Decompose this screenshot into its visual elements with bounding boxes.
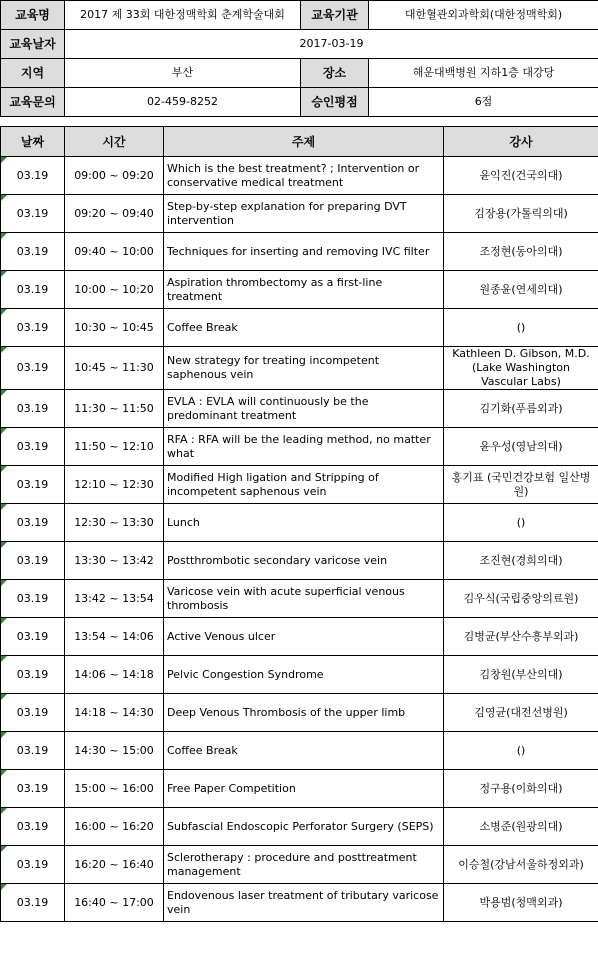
row-date: 03.19 (16, 244, 49, 258)
comment-marker-icon (1, 770, 7, 776)
row-time: 13:54 ~ 14:06 (65, 618, 164, 656)
row-date: 03.19 (16, 553, 49, 567)
comment-marker-icon (1, 347, 7, 353)
table-row (1, 732, 598, 770)
date-cell (1, 808, 65, 846)
date-cell (1, 428, 65, 466)
place-value: 해운대백병원 지하1층 대강당 (369, 59, 598, 88)
comment-marker-icon (1, 157, 7, 163)
row-date: 03.19 (16, 667, 49, 681)
header-topic: 주제 (164, 127, 444, 157)
row-date: 03.19 (16, 857, 49, 871)
row-speaker: 김영균(대전선병원) (444, 694, 598, 732)
comment-marker-icon (1, 428, 7, 434)
row-topic: Endovenous laser treatment of tributary varicose vein (164, 884, 444, 922)
table-row (1, 580, 598, 618)
row-speaker: 원종윤(연세의대) (444, 271, 598, 309)
region-label: 지역 (1, 59, 65, 88)
row-topic: Pelvic Congestion Syndrome (164, 656, 444, 694)
table-row (1, 233, 598, 271)
row-speaker: 홍기표 (국민건강보험 일산병원) (444, 466, 598, 504)
row-topic: Free Paper Competition (164, 770, 444, 808)
row-speaker: 김우식(국립중앙의료원) (444, 580, 598, 618)
date-cell (1, 390, 65, 428)
row-topic: Step-by-step explanation for preparing DVT intervention (164, 195, 444, 233)
date-label: 교육날자 (1, 30, 65, 59)
row-time: 11:50 ~ 12:10 (65, 428, 164, 466)
row-speaker: 김창원(부산의대) (444, 656, 598, 694)
date-cell (1, 347, 65, 390)
date-cell (1, 618, 65, 656)
row-speaker: 소병준(원광의대) (444, 808, 598, 846)
comment-marker-icon (1, 542, 7, 548)
header-date: 날짜 (1, 127, 65, 157)
course-info-table (0, 0, 598, 117)
header-speaker: 강사 (444, 127, 598, 157)
row-time: 16:40 ~ 17:00 (65, 884, 164, 922)
row-date: 03.19 (16, 781, 49, 795)
comment-marker-icon (1, 884, 7, 890)
row-time: 16:20 ~ 16:40 (65, 846, 164, 884)
row-time: 15:00 ~ 16:00 (65, 770, 164, 808)
row-topic: Coffee Break (164, 732, 444, 770)
row-speaker: 조진현(경희의대) (444, 542, 598, 580)
row-time: 09:20 ~ 09:40 (65, 195, 164, 233)
table-row (1, 656, 598, 694)
row-time: 13:42 ~ 13:54 (65, 580, 164, 618)
row-time: 14:30 ~ 15:00 (65, 732, 164, 770)
row-topic: Coffee Break (164, 309, 444, 347)
table-row (1, 542, 598, 580)
credit-value: 6점 (369, 88, 598, 117)
info-row-region (1, 59, 598, 88)
contact-value: 02-459-8252 (65, 88, 301, 117)
table-row (1, 428, 598, 466)
row-speaker: 김병균(부산수흥부외과) (444, 618, 598, 656)
table-row (1, 390, 598, 428)
row-date: 03.19 (16, 705, 49, 719)
schedule-table (0, 126, 598, 922)
row-date: 03.19 (16, 743, 49, 757)
credit-label: 승인평점 (301, 88, 369, 117)
org-value: 대한혈관외과학회(대한정맥학회) (369, 1, 598, 30)
table-row (1, 195, 598, 233)
table-row (1, 271, 598, 309)
row-topic: Subfascial Endoscopic Perforator Surgery (SEPS) (164, 808, 444, 846)
row-date: 03.19 (16, 895, 49, 909)
row-time: 16:00 ~ 16:20 (65, 808, 164, 846)
date-cell (1, 732, 65, 770)
row-time: 13:30 ~ 13:42 (65, 542, 164, 580)
region-value: 부산 (65, 59, 301, 88)
comment-marker-icon (1, 580, 7, 586)
info-row-date (1, 30, 598, 59)
comment-marker-icon (1, 618, 7, 624)
comment-marker-icon (1, 694, 7, 700)
place-label: 장소 (301, 59, 369, 88)
date-cell (1, 466, 65, 504)
row-time: 11:30 ~ 11:50 (65, 390, 164, 428)
row-speaker: () (444, 732, 598, 770)
schedule-body (1, 157, 598, 922)
date-cell (1, 580, 65, 618)
row-date: 03.19 (16, 819, 49, 833)
row-speaker: 윤익진(건국의대) (444, 157, 598, 195)
date-cell (1, 846, 65, 884)
row-date: 03.19 (16, 591, 49, 605)
row-date: 03.19 (16, 401, 49, 415)
date-cell (1, 309, 65, 347)
contact-label: 교육문의 (1, 88, 65, 117)
table-row (1, 846, 598, 884)
date-cell (1, 195, 65, 233)
table-row (1, 309, 598, 347)
row-speaker: 박용범(청맥외과) (444, 884, 598, 922)
row-time: 14:06 ~ 14:18 (65, 656, 164, 694)
table-row (1, 466, 598, 504)
comment-marker-icon (1, 504, 7, 510)
org-label: 교육기관 (301, 1, 369, 30)
date-cell (1, 542, 65, 580)
table-row (1, 808, 598, 846)
comment-marker-icon (1, 656, 7, 662)
row-speaker: 조정현(동아의대) (444, 233, 598, 271)
header-time: 시간 (65, 127, 164, 157)
comment-marker-icon (1, 195, 7, 201)
row-time: 10:00 ~ 10:20 (65, 271, 164, 309)
table-row (1, 770, 598, 808)
table-row (1, 884, 598, 922)
comment-marker-icon (1, 309, 7, 315)
row-topic: Aspiration thrombectomy as a first-line treatment (164, 271, 444, 309)
course-label: 교육명 (1, 1, 65, 30)
row-topic: RFA : RFA will be the leading method, no matter what (164, 428, 444, 466)
row-speaker: () (444, 309, 598, 347)
date-cell (1, 233, 65, 271)
table-row (1, 618, 598, 656)
date-cell (1, 157, 65, 195)
row-speaker: 정구용(이화의대) (444, 770, 598, 808)
table-row (1, 347, 598, 390)
row-speaker: 이승철(강남서울하정외과) (444, 846, 598, 884)
date-cell (1, 504, 65, 542)
row-time: 09:40 ~ 10:00 (65, 233, 164, 271)
row-time: 09:00 ~ 09:20 (65, 157, 164, 195)
comment-marker-icon (1, 732, 7, 738)
date-cell (1, 694, 65, 732)
row-topic: Active Venous ulcer (164, 618, 444, 656)
row-speaker: 김기화(푸름외과) (444, 390, 598, 428)
row-date: 03.19 (16, 361, 49, 374)
row-date: 03.19 (16, 439, 49, 453)
row-date: 03.19 (16, 282, 49, 296)
row-time: 10:45 ~ 11:30 (65, 347, 164, 390)
row-speaker: () (444, 504, 598, 542)
comment-marker-icon (1, 846, 7, 852)
row-topic: Postthrombotic secondary varicose vein (164, 542, 444, 580)
row-time: 10:30 ~ 10:45 (65, 309, 164, 347)
info-row-course (1, 1, 598, 30)
course-value: 2017 제 33회 대한정맥학회 춘계학술대회 (65, 1, 301, 30)
row-date: 03.19 (16, 515, 49, 529)
row-topic: New strategy for treating incompetent saphenous vein (164, 347, 444, 390)
row-topic: Lunch (164, 504, 444, 542)
row-topic: Varicose vein with acute superficial venous thrombosis (164, 580, 444, 618)
row-topic: Techniques for inserting and removing IVC filter (164, 233, 444, 271)
date-cell (1, 271, 65, 309)
row-date: 03.19 (16, 477, 49, 491)
row-time: 14:18 ~ 14:30 (65, 694, 164, 732)
comment-marker-icon (1, 233, 7, 239)
row-topic: EVLA : EVLA will continuously be the predominant treatment (164, 390, 444, 428)
comment-marker-icon (1, 390, 7, 396)
row-date: 03.19 (16, 168, 49, 182)
date-cell (1, 770, 65, 808)
comment-marker-icon (1, 466, 7, 472)
info-row-contact (1, 88, 598, 117)
date-cell (1, 884, 65, 922)
date-value: 2017-03-19 (65, 30, 598, 59)
row-topic: Modified High ligation and Stripping of incompetent saphenous vein (164, 466, 444, 504)
row-topic: Deep Venous Thrombosis of the upper limb (164, 694, 444, 732)
table-row (1, 694, 598, 732)
schedule-header-row (1, 127, 598, 157)
comment-marker-icon (1, 808, 7, 814)
row-topic: Sclerotherapy : procedure and posttreatment management (164, 846, 444, 884)
row-date: 03.19 (16, 320, 49, 334)
row-date: 03.19 (16, 629, 49, 643)
row-time: 12:30 ~ 13:30 (65, 504, 164, 542)
row-time: 12:10 ~ 12:30 (65, 466, 164, 504)
comment-marker-icon (1, 271, 7, 277)
row-date: 03.19 (16, 206, 49, 220)
row-speaker: 김장용(가톨릭의대) (444, 195, 598, 233)
table-row (1, 157, 598, 195)
row-topic: Which is the best treatment? ; Intervention or conservative medical treatment (164, 157, 444, 195)
date-cell (1, 656, 65, 694)
row-speaker: Kathleen D. Gibson, M.D. (Lake Washington Vascular Labs) (444, 347, 598, 390)
row-speaker: 윤우성(영남의대) (444, 428, 598, 466)
table-row (1, 504, 598, 542)
